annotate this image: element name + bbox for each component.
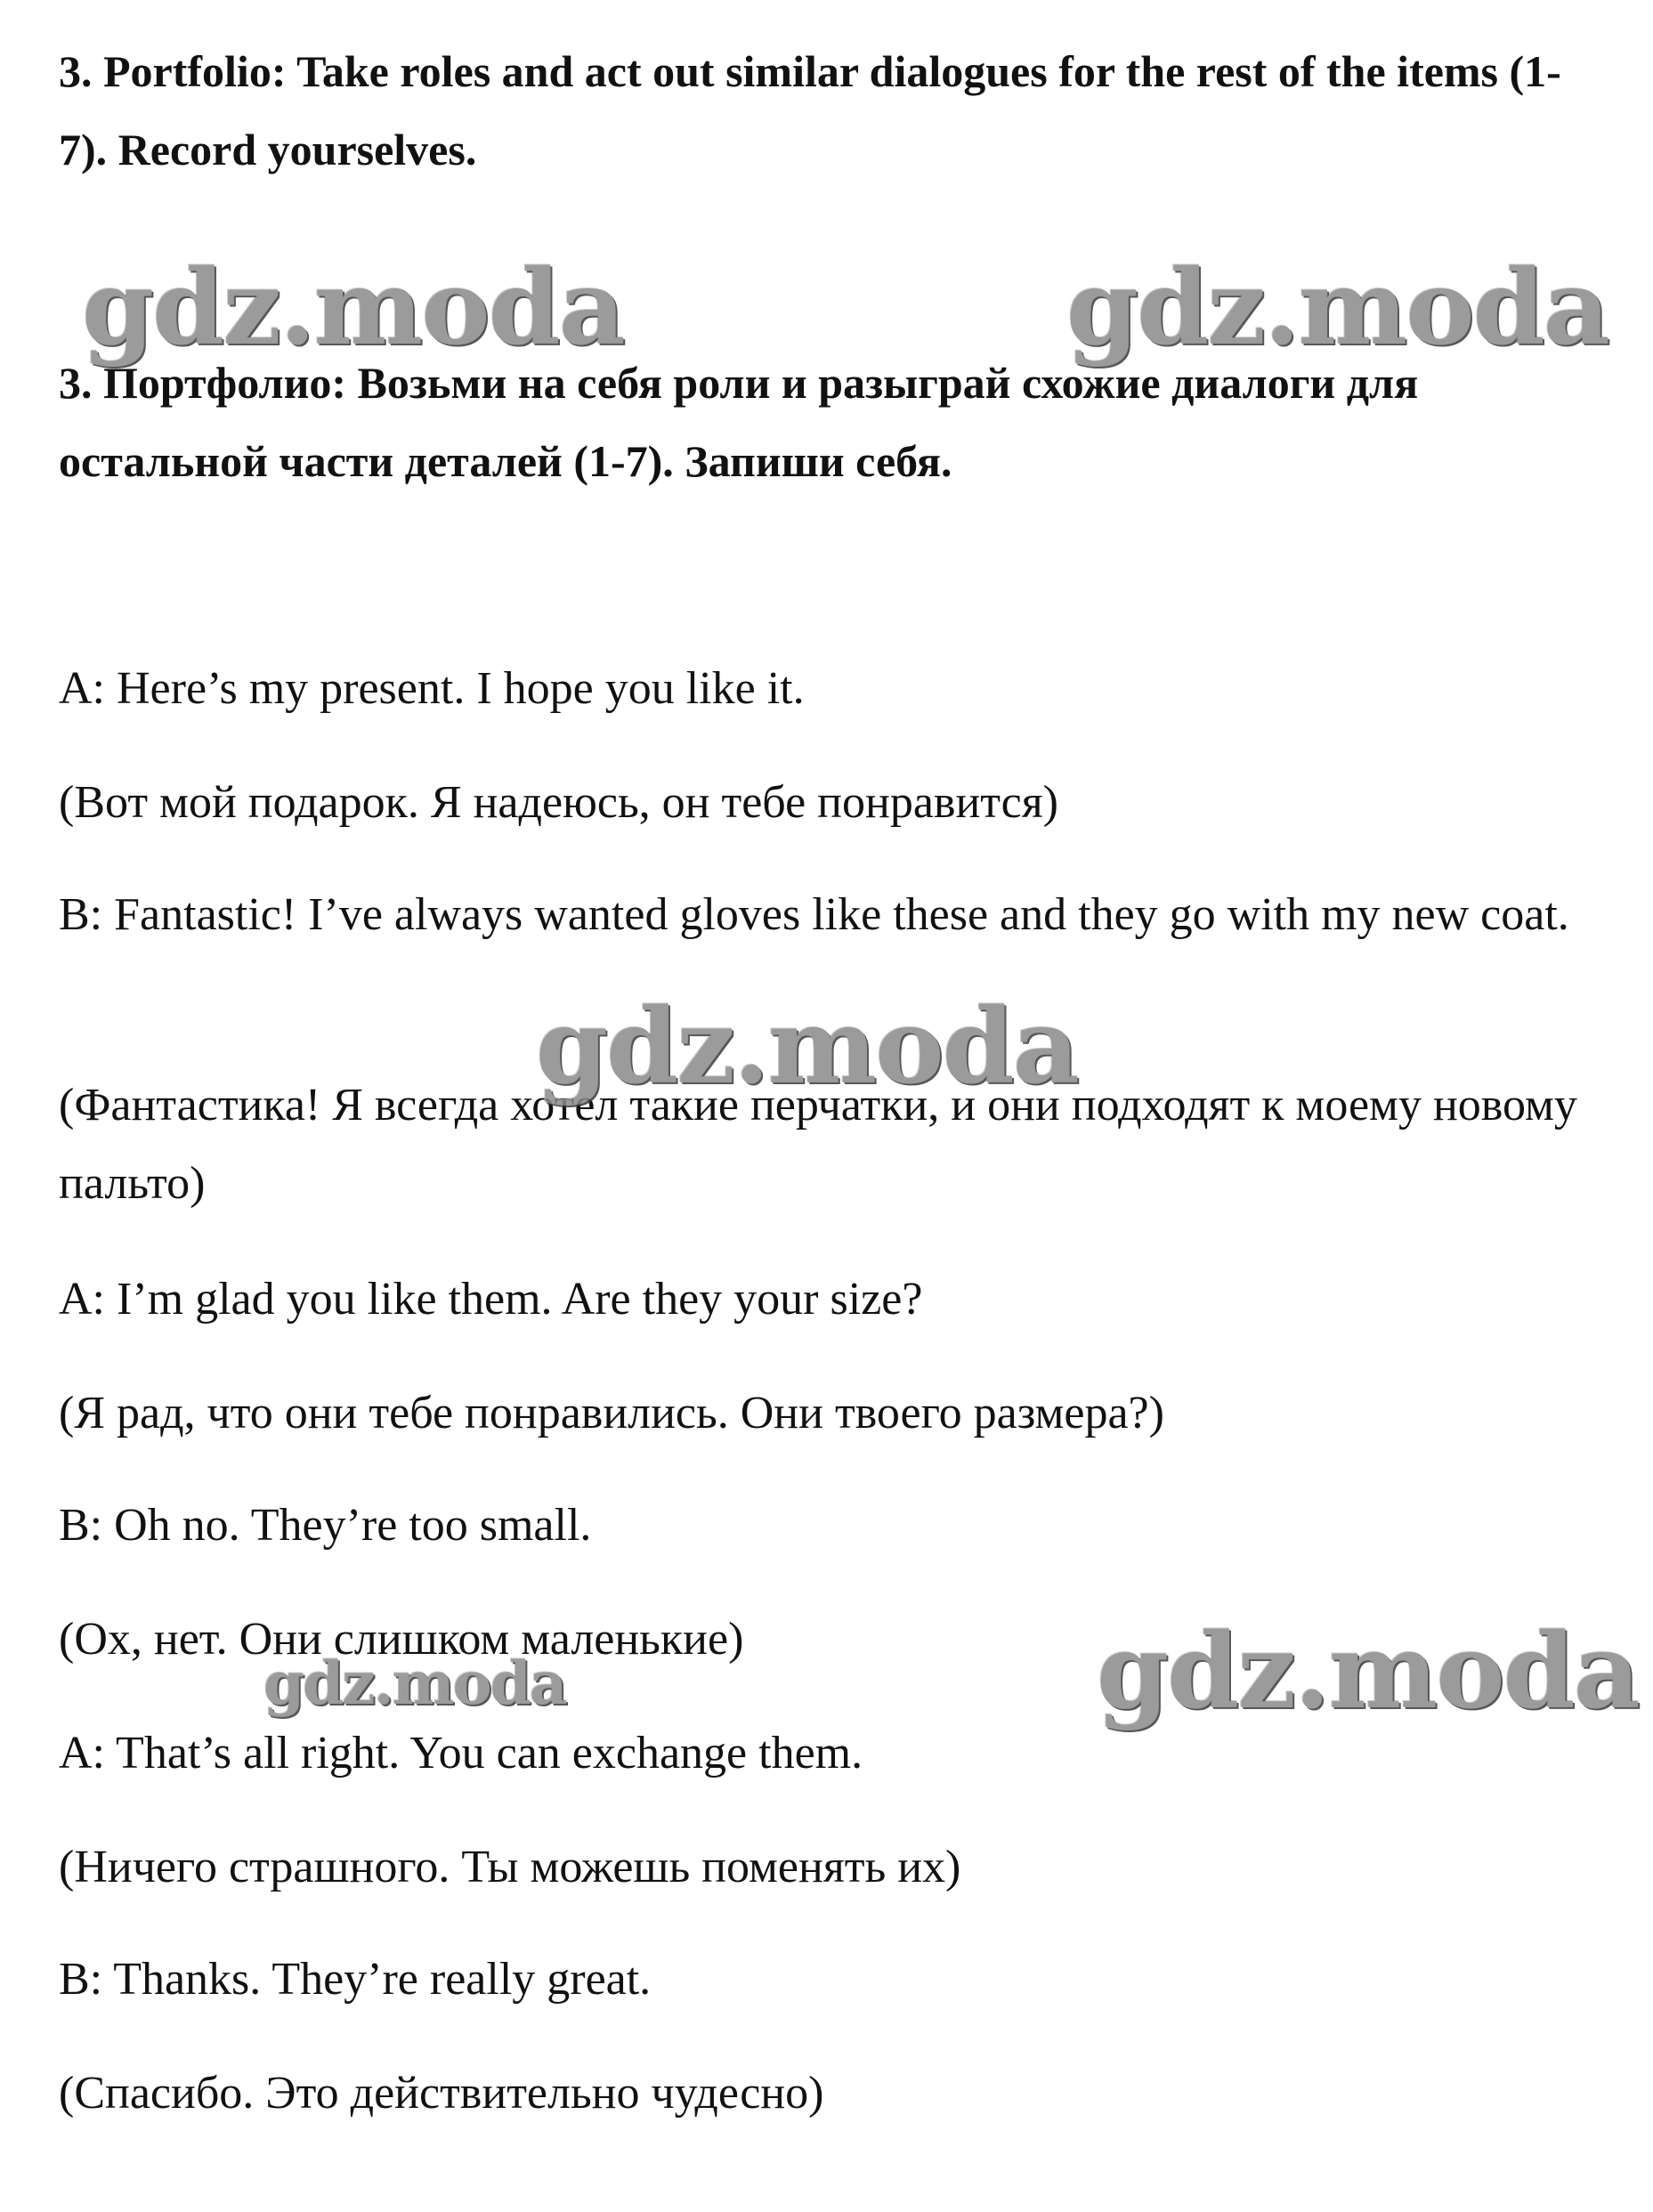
dialogue-line: (Ох, нет. Они слишком маленькие) [59,1614,744,1665]
task-heading-english: 3. Portfolio: Take roles and act out similar dialogues for the rest of the items (1-7). Record yourselves. [59,46,1561,174]
watermark: gdz.moda [1066,247,1608,369]
dialogue-line: A: I’m glad you like them. Are they your size? [59,1274,923,1325]
watermark: gdz.moda [536,986,1078,1107]
dialogue-line: (Вот мой подарок. Я надеюсь, он тебе понравится) [59,777,1058,828]
watermark: gdz.moda [82,247,624,369]
watermark: gdz.moda [1097,1611,1639,1732]
dialogue-line: B: Oh no. They’re too small. [59,1500,592,1551]
dialogue-line: (Я рад, что они тебе понравились. Они твоего размера?) [59,1388,1164,1438]
dialogue-line: A: Here’s my present. I hope you like it. [59,663,805,714]
task-heading-russian: 3. Портфолио: Возьми на себя роли и разыграй схожие диалоги для остальной части деталей (1-7). Запиши себя. [59,358,1419,486]
watermark: gdz.moda [263,1649,566,1718]
dialogue-line: (Ничего страшного. Ты можешь поменять их) [59,1842,961,1892]
dialogue-line: (Фантастика! Я всегда хотел такие перчатки, и они подходят к моему новому пальто) [59,1080,1577,1209]
dialogue-line: B: Fantastic! I’ve always wanted gloves like these and they go with my new coat. [59,889,1569,940]
dialogue-line: A: That’s all right. You can exchange them. [59,1728,863,1779]
dialogue-line: B: Thanks. They’re really great. [59,1954,652,2005]
dialogue-line: (Спасибо. Это действительно чудесно) [59,2068,824,2119]
